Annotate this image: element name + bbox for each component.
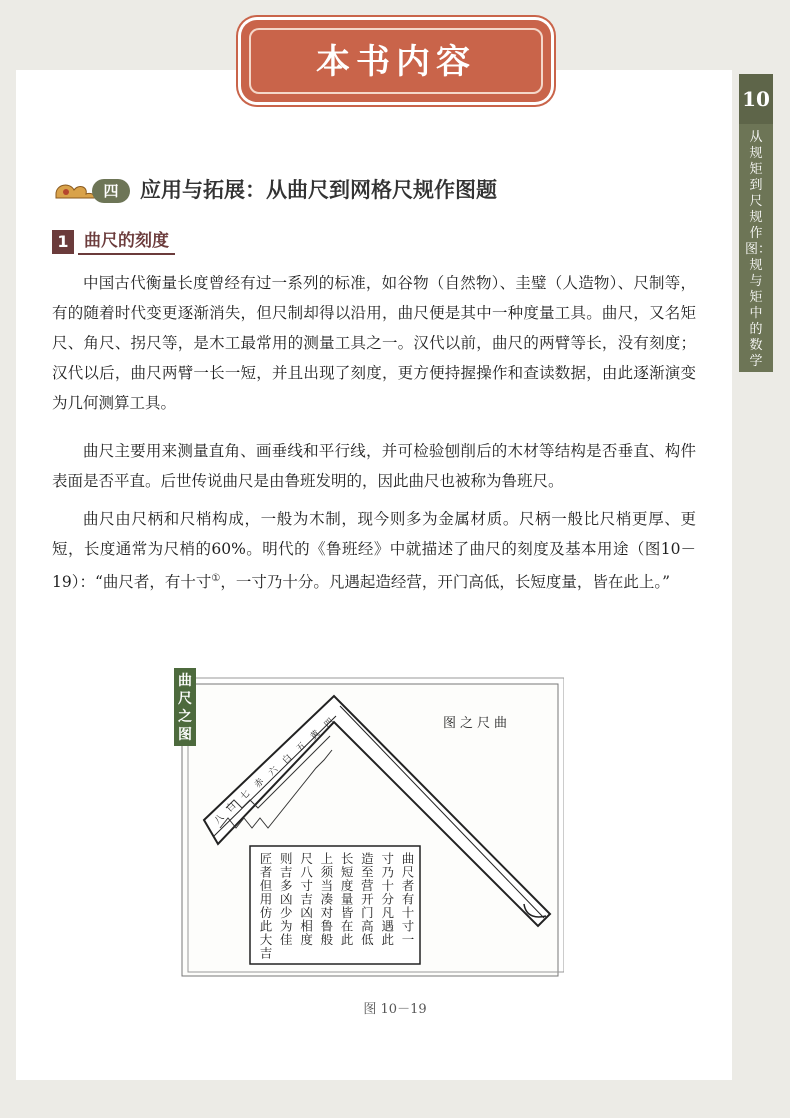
ruler-mark: 七 — [238, 788, 253, 803]
paragraph-2: 曲尺主要用来测量直角、画垂线和平行线，并可检验刨削后的木材等结构是否垂直、构件表面是否平直。后世传说曲尺是由鲁班发明的，因此曲尺也被称为鲁班尺。 — [52, 442, 696, 490]
ruler-mark: 八 — [212, 812, 227, 827]
ruler-mark: 白 — [224, 800, 239, 815]
figure-text-column: 匠者但用仿此大吉 — [258, 852, 273, 960]
ruler-mark: 黄 — [308, 728, 323, 743]
paragraph-3-text-b: ，一寸乃十分。凡遇起造经营，开门高低，长短度量，皆在此上。” — [220, 573, 671, 592]
figure-text-column: 尺八寸吉凶相度 — [298, 852, 314, 947]
header-banner — [241, 20, 551, 102]
subsection-title: 曲尺的刻度 — [78, 229, 175, 255]
figure-text-column: 长短度量皆在此 — [339, 852, 355, 947]
figure-text-column: 曲尺者有十寸一 — [399, 852, 415, 947]
page-title: 本书内容 — [316, 42, 476, 82]
footnote-marker: ① — [211, 573, 221, 584]
ruler-mark: 赤 — [252, 776, 267, 791]
figure-caption: 图 10－19 — [363, 1002, 427, 1017]
section-badge: 四 — [92, 179, 130, 203]
side-tab — [739, 74, 773, 372]
section-title: 应用与拓展：从曲尺到网格尺规作图题 — [140, 177, 497, 202]
paragraph-3-text-a: 曲尺由尺柄和尺梢构成，一般为木制，现今则多为金属材质。尺柄一般比尺梢更厚、更短，长度通常为尺梢的60%。明代的《鲁班经》中就描述了曲尺的刻度及基本用途（图10－19）：“曲尺者，有十寸 — [52, 510, 696, 592]
figure-label: 图之尺曲 — [443, 716, 512, 731]
ruler-mark: 五 — [294, 740, 309, 755]
ruler-mark: 六 — [266, 764, 281, 779]
figure-text-column: 则吉多凶少为佳 — [278, 852, 294, 947]
side-tab-text: 从规矩到尺规作图：规与矩中的数学 — [745, 130, 772, 369]
figure-vertical-text — [258, 852, 414, 962]
subsection-number: 1 — [52, 230, 74, 254]
figure-tag: 曲尺之图 — [174, 668, 196, 746]
figure-text-column: 寸乃十分凡遇此 — [379, 852, 395, 947]
paragraph-1: 中国古代衡量长度曾经有过一系列的标准，如谷物（自然物）、圭璧（人造物）、尺制等，有的随着时代变更逐渐消失，但尺制却得以沿用，曲尺便是其中一种度量工具。曲尺，又名矩尺、角尺、拐尺等，是木工最常用的测量工具之一。汉代以前，曲尺的两臂等长，没有刻度；汉代以后，曲尺两臂一长一短，并且出现了刻度，更方便持握操作和查读数据，由此逐渐演变为几何测算工具。 — [52, 274, 696, 412]
ruler-mark: 四 — [322, 716, 337, 731]
paragraph-3 — [52, 504, 696, 597]
figure-text-column: 造至营开门高低 — [359, 852, 375, 947]
figure-text-column: 上须当凑对鲁般 — [318, 852, 334, 947]
ruler-mark: 白 — [280, 752, 295, 767]
side-tab-number: 10 — [739, 74, 773, 124]
